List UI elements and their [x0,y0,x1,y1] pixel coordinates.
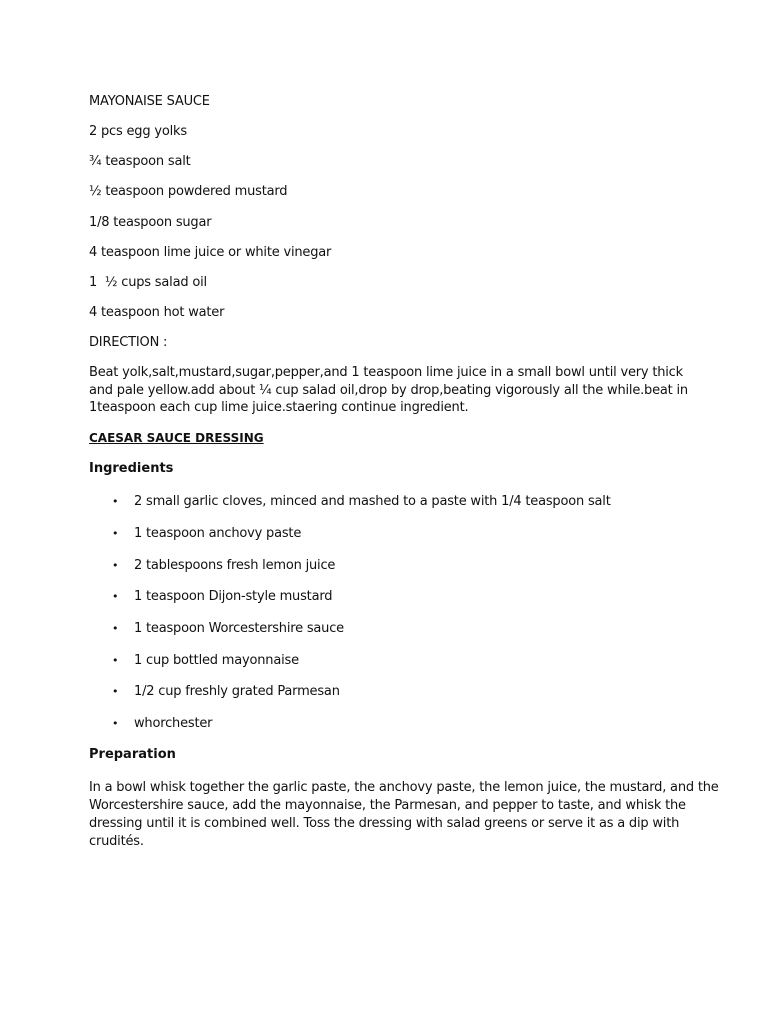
list-item-text: 1 teaspoon anchovy paste [134,526,302,541]
list-item [112,557,335,574]
list-item [112,493,611,510]
list-item-text: whorchester [134,716,213,731]
list-item-text: 2 tablespoons fresh lemon juice [134,558,336,573]
list-item [112,620,344,637]
direction-line-1: Beat yolk,salt,mustard,sugar,pepper,and 1 teaspoon lime juice in a small bowl until very thick [89,365,683,380]
direction-line-3: 1teaspoon each cup lime juice.staering continue ingredient. [89,400,469,415]
mayo-ingredient-3: ½ teaspoon powdered mustard [89,184,288,199]
preparation-line-4: crudités. [89,834,144,849]
list-item-text: 2 small garlic cloves, minced and mashed to a paste with 1/4 teaspoon salt [134,494,611,509]
bullet-icon: • [112,654,119,667]
bullet-icon: • [112,717,119,730]
direction-line-2: and pale yellow.add about ¼ cup salad oil,drop by drop,beating vigorously all the while.beat in [89,382,688,398]
list-item [112,715,212,732]
mayo-ingredient-6: 1 ½ cups salad oil [89,275,207,290]
mayo-ingredient-7: 4 teaspoon hot water [89,305,225,320]
preparation-line-3: dressing until it is combined well. Toss the dressing with salad greens or serve it as a dip with [89,816,680,831]
mayo-ingredient-1: 2 pcs egg yolks [89,124,187,139]
list-item [112,588,332,605]
bullet-icon: • [112,559,119,572]
list-item [112,525,301,542]
preparation-line-2: Worcestershire sauce, add the mayonnaise, the Parmesan, and pepper to taste, and whisk the [89,798,686,813]
direction-label: DIRECTION : [89,335,168,350]
preparation-heading: Preparation [89,747,176,762]
mayo-ingredient-5: 4 teaspoon lime juice or white vinegar [89,245,332,260]
list-item-text: 1 teaspoon Dijon-style mustard [134,589,333,604]
mayo-ingredient-2: ¾ teaspoon salt [89,154,191,169]
bullet-icon: • [112,527,119,540]
list-item-text: 1 teaspoon Worcestershire sauce [134,621,344,636]
bullet-icon: • [112,622,119,635]
list-item [112,683,340,700]
mayo-title: MAYONAISE SAUCE [89,94,210,109]
bullet-icon: • [112,495,119,508]
caesar-title: CAESAR SAUCE DRESSING [89,431,264,445]
list-item-text: 1/2 cup freshly grated Parmesan [134,684,340,699]
bullet-icon: • [112,685,119,698]
preparation-line-1: In a bowl whisk together the garlic paste, the anchovy paste, the lemon juice, the mustard, and the [89,780,719,795]
bullet-icon: • [112,590,119,603]
ingredients-heading: Ingredients [89,461,174,476]
list-item-text: 1 cup bottled mayonnaise [134,653,299,668]
mayo-ingredient-4: 1/8 teaspoon sugar [89,215,212,230]
list-item [112,652,299,669]
